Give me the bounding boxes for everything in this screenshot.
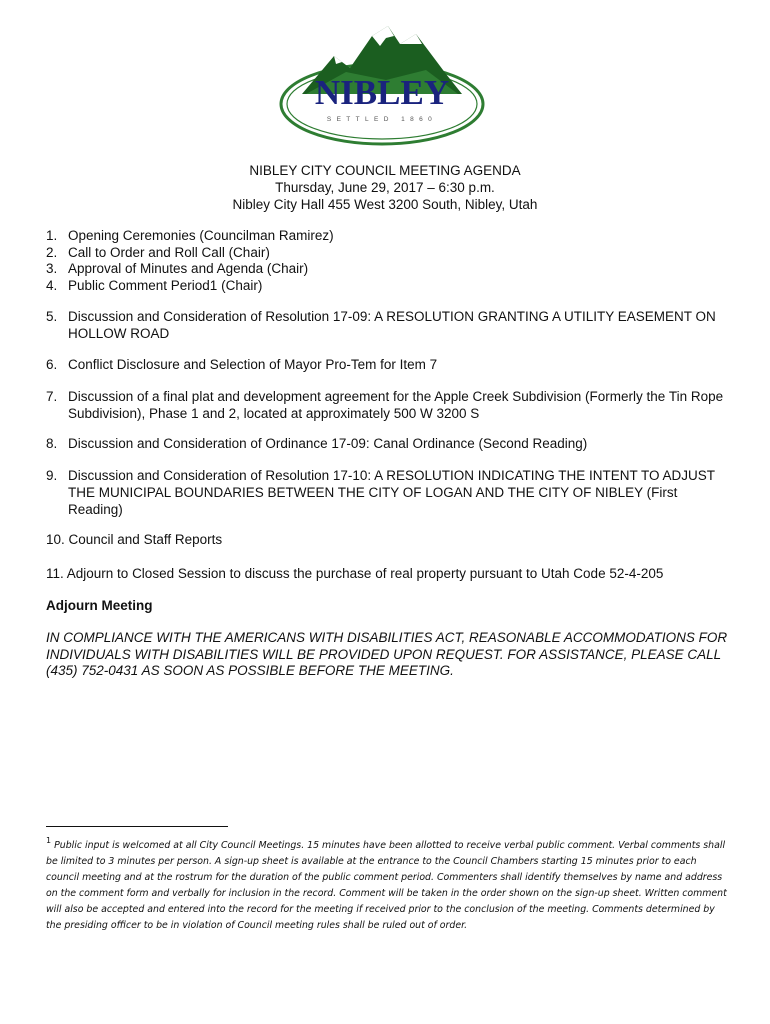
agenda-item [46,228,334,245]
item-number: 7. [46,389,58,404]
footnote [46,833,730,934]
agenda-item [46,435,726,452]
item-number: 5. [46,309,58,324]
item-number: 9. [46,468,58,483]
logo-name: NIBLEY [314,73,450,112]
item-text: Discussion of a final plat and development agreement for the Apple Creek Subdivision (Formerly the Tin Rope Subdivision), Phase 1 and 2, located at approximately 500 W 3200 S [68,389,724,421]
item-text: Public Comment Period1 (Chair) [68,277,263,293]
item-text: Call to Order and Roll Call (Chair) [68,244,270,260]
item-number: 2. [46,244,58,260]
logo-graphic [276,22,488,150]
item-text: Discussion and Consideration of Resolution 17-10: A RESOLUTION INDICATING THE INTENT TO ADJUST THE MUNICIPAL BOUNDARIES BETWEEN THE CITY OF LOGAN AND THE CITY OF NIBLEY (First Reading) [68,468,715,517]
item-text: Discussion and Consideration of Ordinance 17-09: Canal Ordinance (Second Reading) [68,436,588,451]
item-number: 4. [46,277,58,293]
footnote-divider [46,826,228,827]
item-text: Conflict Disclosure and Selection of Mayor Pro-Tem for Item 7 [68,357,438,372]
agenda-item [46,467,726,518]
agenda-item-10: 10. Council and Staff Reports [46,532,223,547]
agenda-item [46,245,334,262]
item-number: 1. [46,228,58,243]
agenda-item [46,308,726,342]
footnote-text: Public input is welcomed at all City Council Meetings. 15 minutes have been allotted to receive verbal public comment. Verbal comments shall be limited to 3 minutes per person. A sign-up sheet is available at the entrance to the Council Chambers starting 15 minutes prior to each council meeting and at the rostrum for the duration of the public comment period. Commenters shall identify themselves by name and address on the comment form and verbally for inclusion in the record. Comment will be taken in the order shown on the sign-up sheet. Written comment will also be accepted and entered into the record for the meeting if received prior to the conclusion of the meeting. Comments determined by the presiding officer to be in violation of Council meeting rules shall be ruled out of order. [46,840,727,931]
agenda-item [46,261,334,278]
agenda-item [46,278,334,295]
agenda-header [0,162,770,213]
item-number: 6. [46,357,58,372]
meeting-date: Thursday, June 29, 2017 – 6:30 p.m. [275,180,495,195]
item-number: 3. [46,261,58,276]
item-number: 8. [46,436,58,451]
item-text: Approval of Minutes and Agenda (Chair) [68,261,309,276]
item-text: Discussion and Consideration of Resolution 17-09: A RESOLUTION GRANTING A UTILITY EASEMENT ON HOLLOW ROAD [68,309,716,341]
item-text: Opening Ceremonies (Councilman Ramirez) [68,228,334,243]
ada-notice: IN COMPLIANCE WITH THE AMERICANS WITH DISABILITIES ACT, REASONABLE ACCOMMODATIONS FOR INDIVIDUALS WITH DISABILITIES WILL BE PROVIDED UPON REQUEST. FOR ASSISTANCE, PLEASE CALL (435) 752-0431 AS SOON AS POSSIBLE BEFORE THE MEETING. [46,630,728,678]
meeting-location: Nibley City Hall 455 West 3200 South, Nibley, Utah [232,197,538,212]
agenda-title: NIBLEY CITY COUNCIL MEETING AGENDA [249,163,521,178]
agenda-item [46,356,726,373]
nibley-logo [276,22,488,150]
adjourn-heading: Adjourn Meeting [46,598,153,613]
agenda-list-opening [46,228,334,294]
agenda-item [46,388,726,422]
agenda-item-11: 11. Adjourn to Closed Session to discuss the purchase of real property pursuant to Utah Code 52-4-205 [46,566,664,581]
footnote-mark: 1 [46,836,52,845]
logo-tagline: SETTLED 1860 [326,116,438,123]
